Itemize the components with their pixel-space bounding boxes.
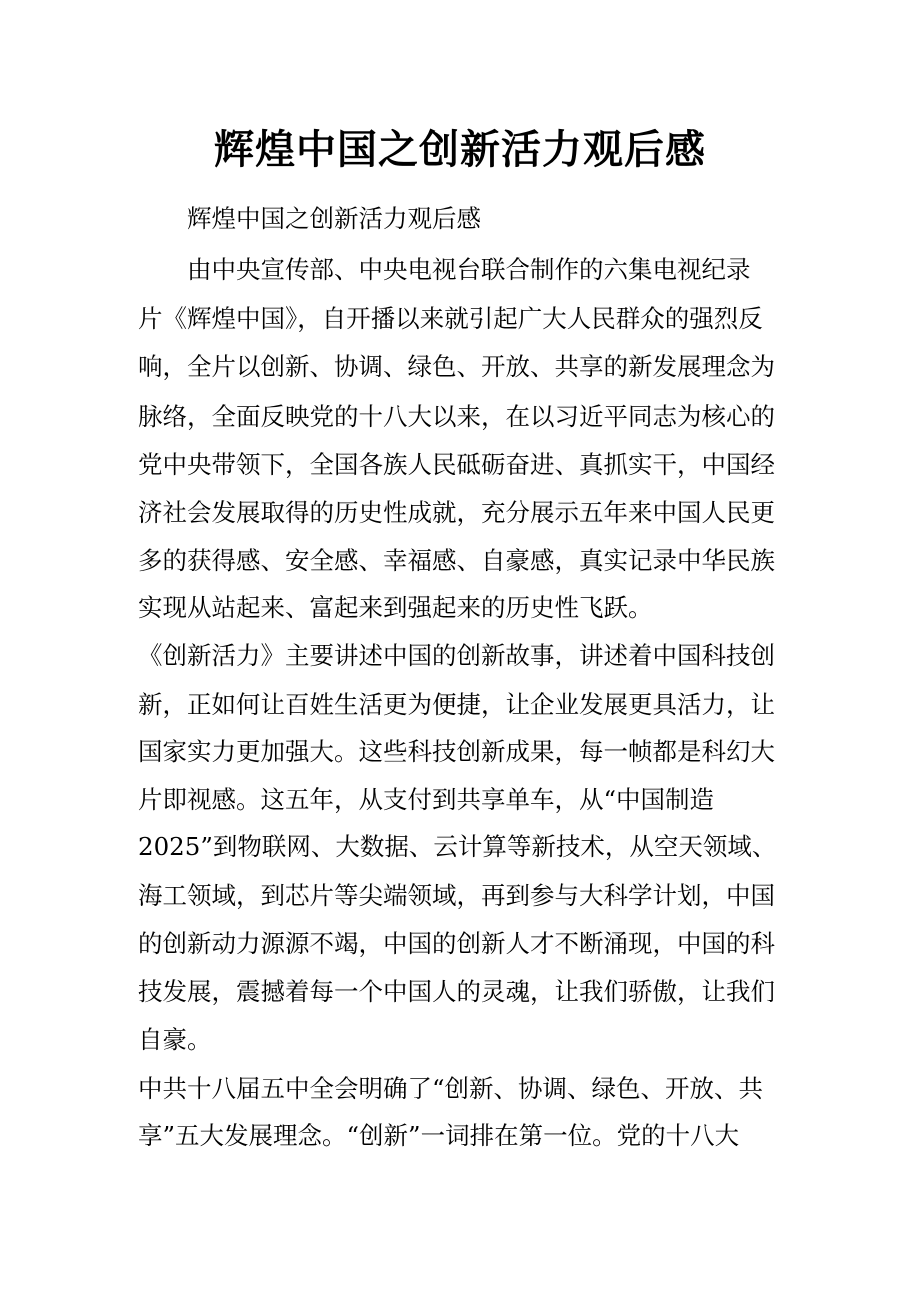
subtitle-line: 辉煌中国之创新活力观后感 <box>187 204 481 233</box>
paragraph-line: 新，正如何让百姓生活更为便捷，让企业发展更具活力，让 <box>138 690 775 719</box>
paragraph-line: 《创新活力》主要讲述中国的创新故事，讲述着中国科技创 <box>138 641 775 670</box>
paragraph-line: 中共十八届五中全会明确了“创新、协调、绿色、开放、共 <box>138 1074 764 1103</box>
paragraph-line: 片即视感。这五年，从支付到共享单车，从“中国制造 <box>138 785 715 814</box>
paragraph-line: 海工领域，到芯片等尖端领域，再到参与大科学计划，中国 <box>138 881 775 910</box>
paragraph-line: 国家实力更加强大。这些科技创新成果，每一帧都是科幻大 <box>138 737 775 766</box>
paragraph-line: 自豪。 <box>138 1025 212 1054</box>
paragraph-line: 实现从站起来、富起来到强起来的历史性飞跃。 <box>138 593 653 622</box>
paragraph-line: 片《辉煌中国》，自开播以来就引起广大人民群众的强烈反 <box>138 304 763 333</box>
paragraph-line: 享”五大发展理念。“创新”一词排在第一位。党的十八大 <box>138 1121 740 1150</box>
paragraph-line: 响，全片以创新、协调、绿色、开放、共享的新发展理念为 <box>138 352 775 381</box>
paragraph-line: 由中央宣传部、中央电视台联合制作的六集电视纪录 <box>187 255 751 284</box>
paragraph-line: 的创新动力源源不竭，中国的创新人才不断涌现，中国的科 <box>138 929 775 958</box>
paragraph-line: 技发展，震撼着每一个中国人的灵魂，让我们骄傲，让我们 <box>138 977 775 1006</box>
paragraph-line: 2025”到物联网、大数据、云计算等新技术，从空天领域、 <box>138 832 777 861</box>
paragraph-line: 济社会发展取得的历史性成就，充分展示五年来中国人民更 <box>138 498 775 527</box>
paragraph-line: 多的获得感、安全感、幸福感、自豪感，真实记录中华民族 <box>138 546 775 575</box>
paragraph-line: 脉络，全面反映党的十八大以来，在以习近平同志为核心的 <box>138 402 775 431</box>
document-title: 辉煌中国之创新活力观后感 <box>214 126 706 173</box>
paragraph-line: 党中央带领下，全国各族人民砥砺奋进、真抓实干，中国经 <box>138 450 775 479</box>
